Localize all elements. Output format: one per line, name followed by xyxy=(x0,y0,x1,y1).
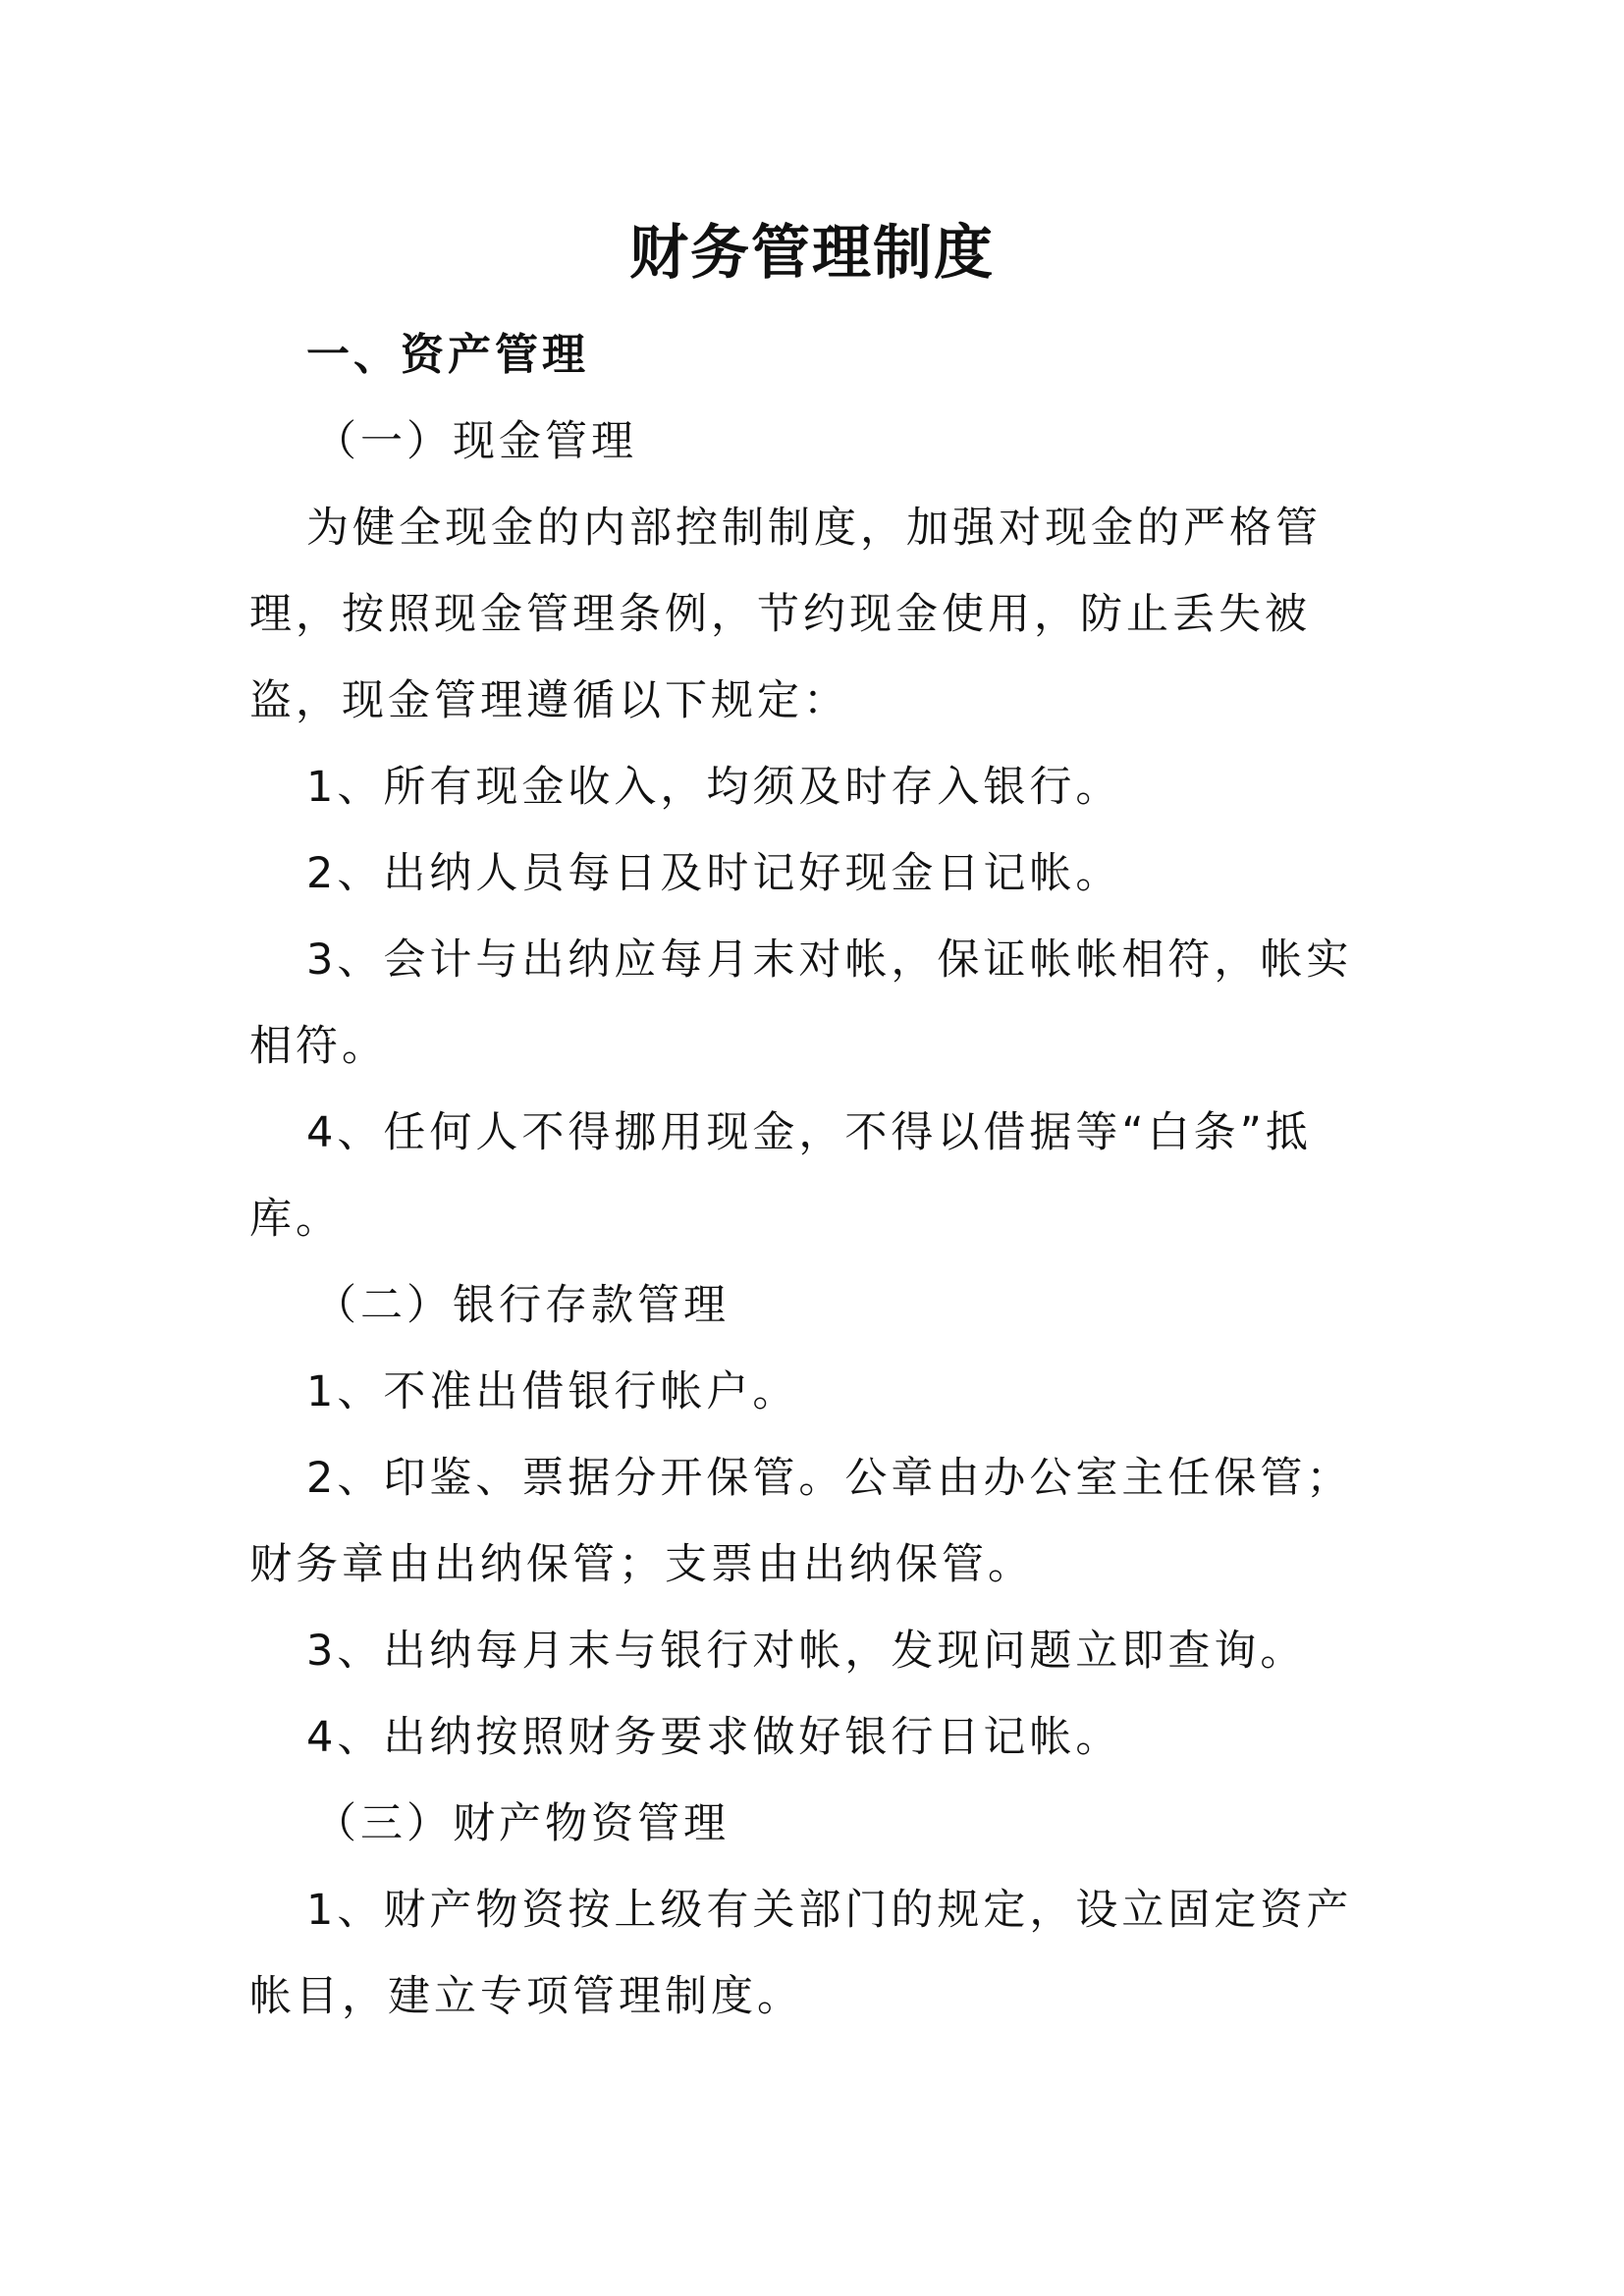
paragraph-intro: 为健全现金的内部控制制度，加强对现金的严格管理，按照现金管理条例，节约现金使用，防止丢失被盗，现金管理遵循以下规定： xyxy=(249,504,1322,725)
list-item: 3、出纳每月末与银行对帐，发现问题立即查询。 xyxy=(306,1627,1307,1676)
subsection-heading-property: （三）财产物资管理 xyxy=(314,1799,730,1848)
list-item: 1、财产物资按上级有关部门的规定，设立固定资产帐目，建立专项管理制度。 xyxy=(249,1886,1353,2021)
list-item: 4、出纳按照财务要求做好银行日记帐。 xyxy=(306,1713,1122,1762)
document-title: 财务管理制度 xyxy=(629,219,995,288)
document-body xyxy=(249,312,1388,2040)
section-heading: 一、资产管理 xyxy=(306,330,589,380)
subsection-heading-cash: （一）现金管理 xyxy=(314,417,637,466)
list-item: 1、所有现金收入，均须及时存入银行。 xyxy=(306,763,1122,812)
list-item: 4、任何人不得挪用现金，不得以借据等“白条”抵库。 xyxy=(249,1108,1312,1244)
list-item: 2、印鉴、票据分开保管。公章由办公室主任保管；财务章由出纳保管；支票由出纳保管。 xyxy=(249,1454,1353,1589)
subsection-heading-bank: （二）银行存款管理 xyxy=(314,1281,730,1330)
list-item: 1、不准出借银行帐户。 xyxy=(306,1367,799,1416)
list-item: 3、会计与出纳应每月末对帐，保证帐帐相符，帐实相符。 xyxy=(249,935,1353,1071)
list-item: 2、出纳人员每日及时记好现金日记帐。 xyxy=(306,849,1122,898)
